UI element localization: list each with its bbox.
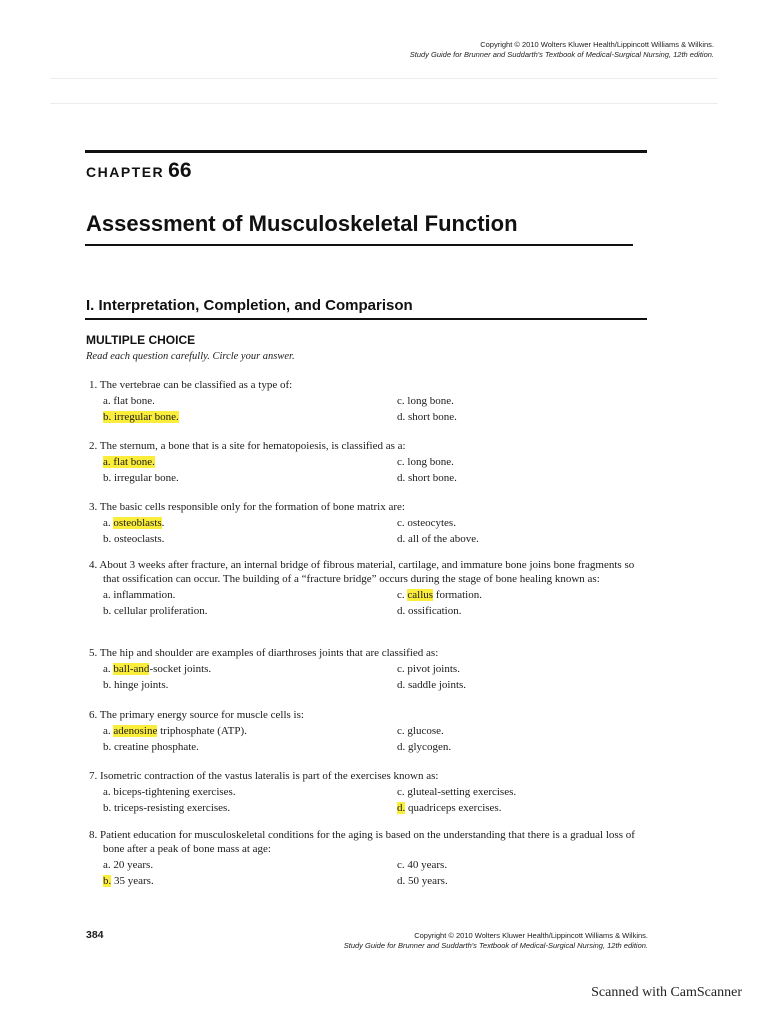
option-c[interactable]: c. osteocytes. bbox=[397, 517, 456, 529]
option-c[interactable]: c. callus formation. bbox=[397, 589, 482, 601]
option-a[interactable]: a. inflammation. bbox=[103, 589, 176, 601]
header-copyright: Copyright © 2010 Wolters Kluwer Health/Lippincott Williams & Wilkins. bbox=[480, 40, 714, 49]
option-c[interactable]: c. pivot joints. bbox=[397, 663, 460, 675]
chapter-title: Assessment of Musculoskeletal Function bbox=[86, 211, 518, 236]
question-stem: 2. The sternum, a bone that is a site for hematopoiesis, is classified as a: bbox=[89, 440, 406, 452]
option-b[interactable]: b. hinge joints. bbox=[103, 679, 169, 691]
option-a[interactable]: a. flat bone. bbox=[103, 395, 155, 407]
option-a[interactable]: a. biceps-tightening exercises. bbox=[103, 786, 236, 798]
option-a[interactable]: a. osteoblasts. bbox=[103, 517, 165, 529]
chapter-number: 66 bbox=[168, 159, 192, 182]
question-stem: 8. Patient education for musculoskeletal conditions for the aging is based on the understanding that there is a gradual loss of bone after a peak of bone mass at age: bbox=[89, 829, 635, 855]
option-c[interactable]: c. long bone. bbox=[397, 456, 454, 468]
question-1 bbox=[89, 378, 649, 424]
subsection-heading: MULTIPLE CHOICE bbox=[86, 333, 196, 347]
question-stem: 6. The primary energy source for muscle cells is: bbox=[89, 709, 304, 721]
scan-divider-bottom bbox=[50, 103, 718, 104]
section-rule bbox=[85, 318, 647, 320]
scanner-watermark: Scanned with CamScanner bbox=[591, 985, 742, 1000]
question-stem: 3. The basic cells responsible only for the formation of bone matrix are: bbox=[89, 501, 405, 513]
highlight: b. bbox=[103, 875, 112, 887]
footer-copyright: Copyright © 2010 Wolters Kluwer Health/Lippincott Williams & Wilkins. bbox=[414, 931, 648, 940]
option-a[interactable]: a. adenosine triphosphate (ATP). bbox=[103, 725, 247, 737]
question-3 bbox=[89, 500, 649, 546]
title-rule bbox=[85, 244, 633, 246]
scan-divider-top bbox=[50, 78, 718, 79]
header-book-title: Study Guide for Brunner and Suddarth's Textbook of Medical-Surgical Nursing, 12th edition. bbox=[409, 50, 714, 59]
option-a[interactable]: a. ball-and-socket joints. bbox=[103, 663, 212, 675]
option-d[interactable]: d. short bone. bbox=[397, 411, 457, 423]
question-stem: 7. Isometric contraction of the vastus lateralis is part of the exercises known as: bbox=[89, 770, 439, 782]
highlight: adenosine bbox=[113, 725, 158, 737]
footer-book-title: Study Guide for Brunner and Suddarth's Textbook of Medical-Surgical Nursing, 12th edition. bbox=[343, 941, 648, 950]
option-a[interactable] bbox=[103, 455, 397, 469]
option-c[interactable]: c. gluteal-setting exercises. bbox=[397, 786, 517, 798]
question-stem: 4. About 3 weeks after fracture, an internal bridge of fibrous material, cartilage, and immature bone joins bone fragments so that ossification can occur. The building of a “fracture bridge” occurs during the stage of bone healing known as: bbox=[89, 559, 635, 585]
option-c[interactable]: c. 40 years. bbox=[397, 859, 448, 871]
option-a[interactable]: a. 20 years. bbox=[103, 859, 154, 871]
option-b[interactable]: b. triceps-resisting exercises. bbox=[103, 802, 231, 814]
question-5 bbox=[89, 646, 649, 692]
option-b[interactable]: b. 35 years. bbox=[103, 875, 154, 887]
page-number: 384 bbox=[86, 929, 104, 941]
option-d[interactable]: d. saddle joints. bbox=[397, 679, 467, 691]
option-b[interactable]: b. irregular bone. bbox=[103, 472, 179, 484]
chapter-word: CHAPTER bbox=[86, 164, 165, 180]
option-b[interactable]: b. osteoclasts. bbox=[103, 533, 165, 545]
question-stem: 1. The vertebrae can be classified as a type of: bbox=[89, 379, 293, 391]
section-heading: I. Interpretation, Completion, and Comparison bbox=[86, 297, 413, 314]
page-footer bbox=[344, 931, 648, 951]
question-4 bbox=[89, 558, 649, 618]
highlight: callus bbox=[407, 589, 434, 601]
question-8 bbox=[89, 828, 649, 888]
option-d[interactable]: d. ossification. bbox=[397, 605, 462, 617]
highlight: d. bbox=[397, 802, 406, 814]
chapter-heading bbox=[86, 159, 192, 183]
question-6 bbox=[89, 708, 649, 754]
option-d[interactable]: d. short bone. bbox=[397, 472, 457, 484]
option-d[interactable]: d. 50 years. bbox=[397, 875, 448, 887]
highlight: a. flat bone. bbox=[103, 456, 155, 468]
option-b[interactable]: b. creatine phosphate. bbox=[103, 741, 199, 753]
highlight: ball-and bbox=[113, 663, 150, 675]
option-d[interactable]: d. quadriceps exercises. bbox=[397, 802, 502, 814]
question-7 bbox=[89, 769, 649, 815]
highlight: osteoblasts bbox=[113, 517, 162, 529]
option-c[interactable]: c. glucose. bbox=[397, 725, 444, 737]
page-header bbox=[410, 40, 714, 60]
option-c[interactable]: c. long bone. bbox=[397, 395, 454, 407]
chapter-rule bbox=[85, 150, 647, 153]
question-stem: 5. The hip and shoulder are examples of diarthroses joints that are classified as: bbox=[89, 647, 439, 659]
highlight: b. irregular bone. bbox=[103, 411, 179, 423]
option-b[interactable]: b. cellular proliferation. bbox=[103, 605, 208, 617]
option-d[interactable]: d. glycogen. bbox=[397, 741, 452, 753]
question-2 bbox=[89, 439, 649, 485]
instructions: Read each question carefully. Circle your answer. bbox=[86, 351, 295, 362]
option-d[interactable]: d. all of the above. bbox=[397, 533, 479, 545]
option-b[interactable] bbox=[103, 410, 397, 424]
